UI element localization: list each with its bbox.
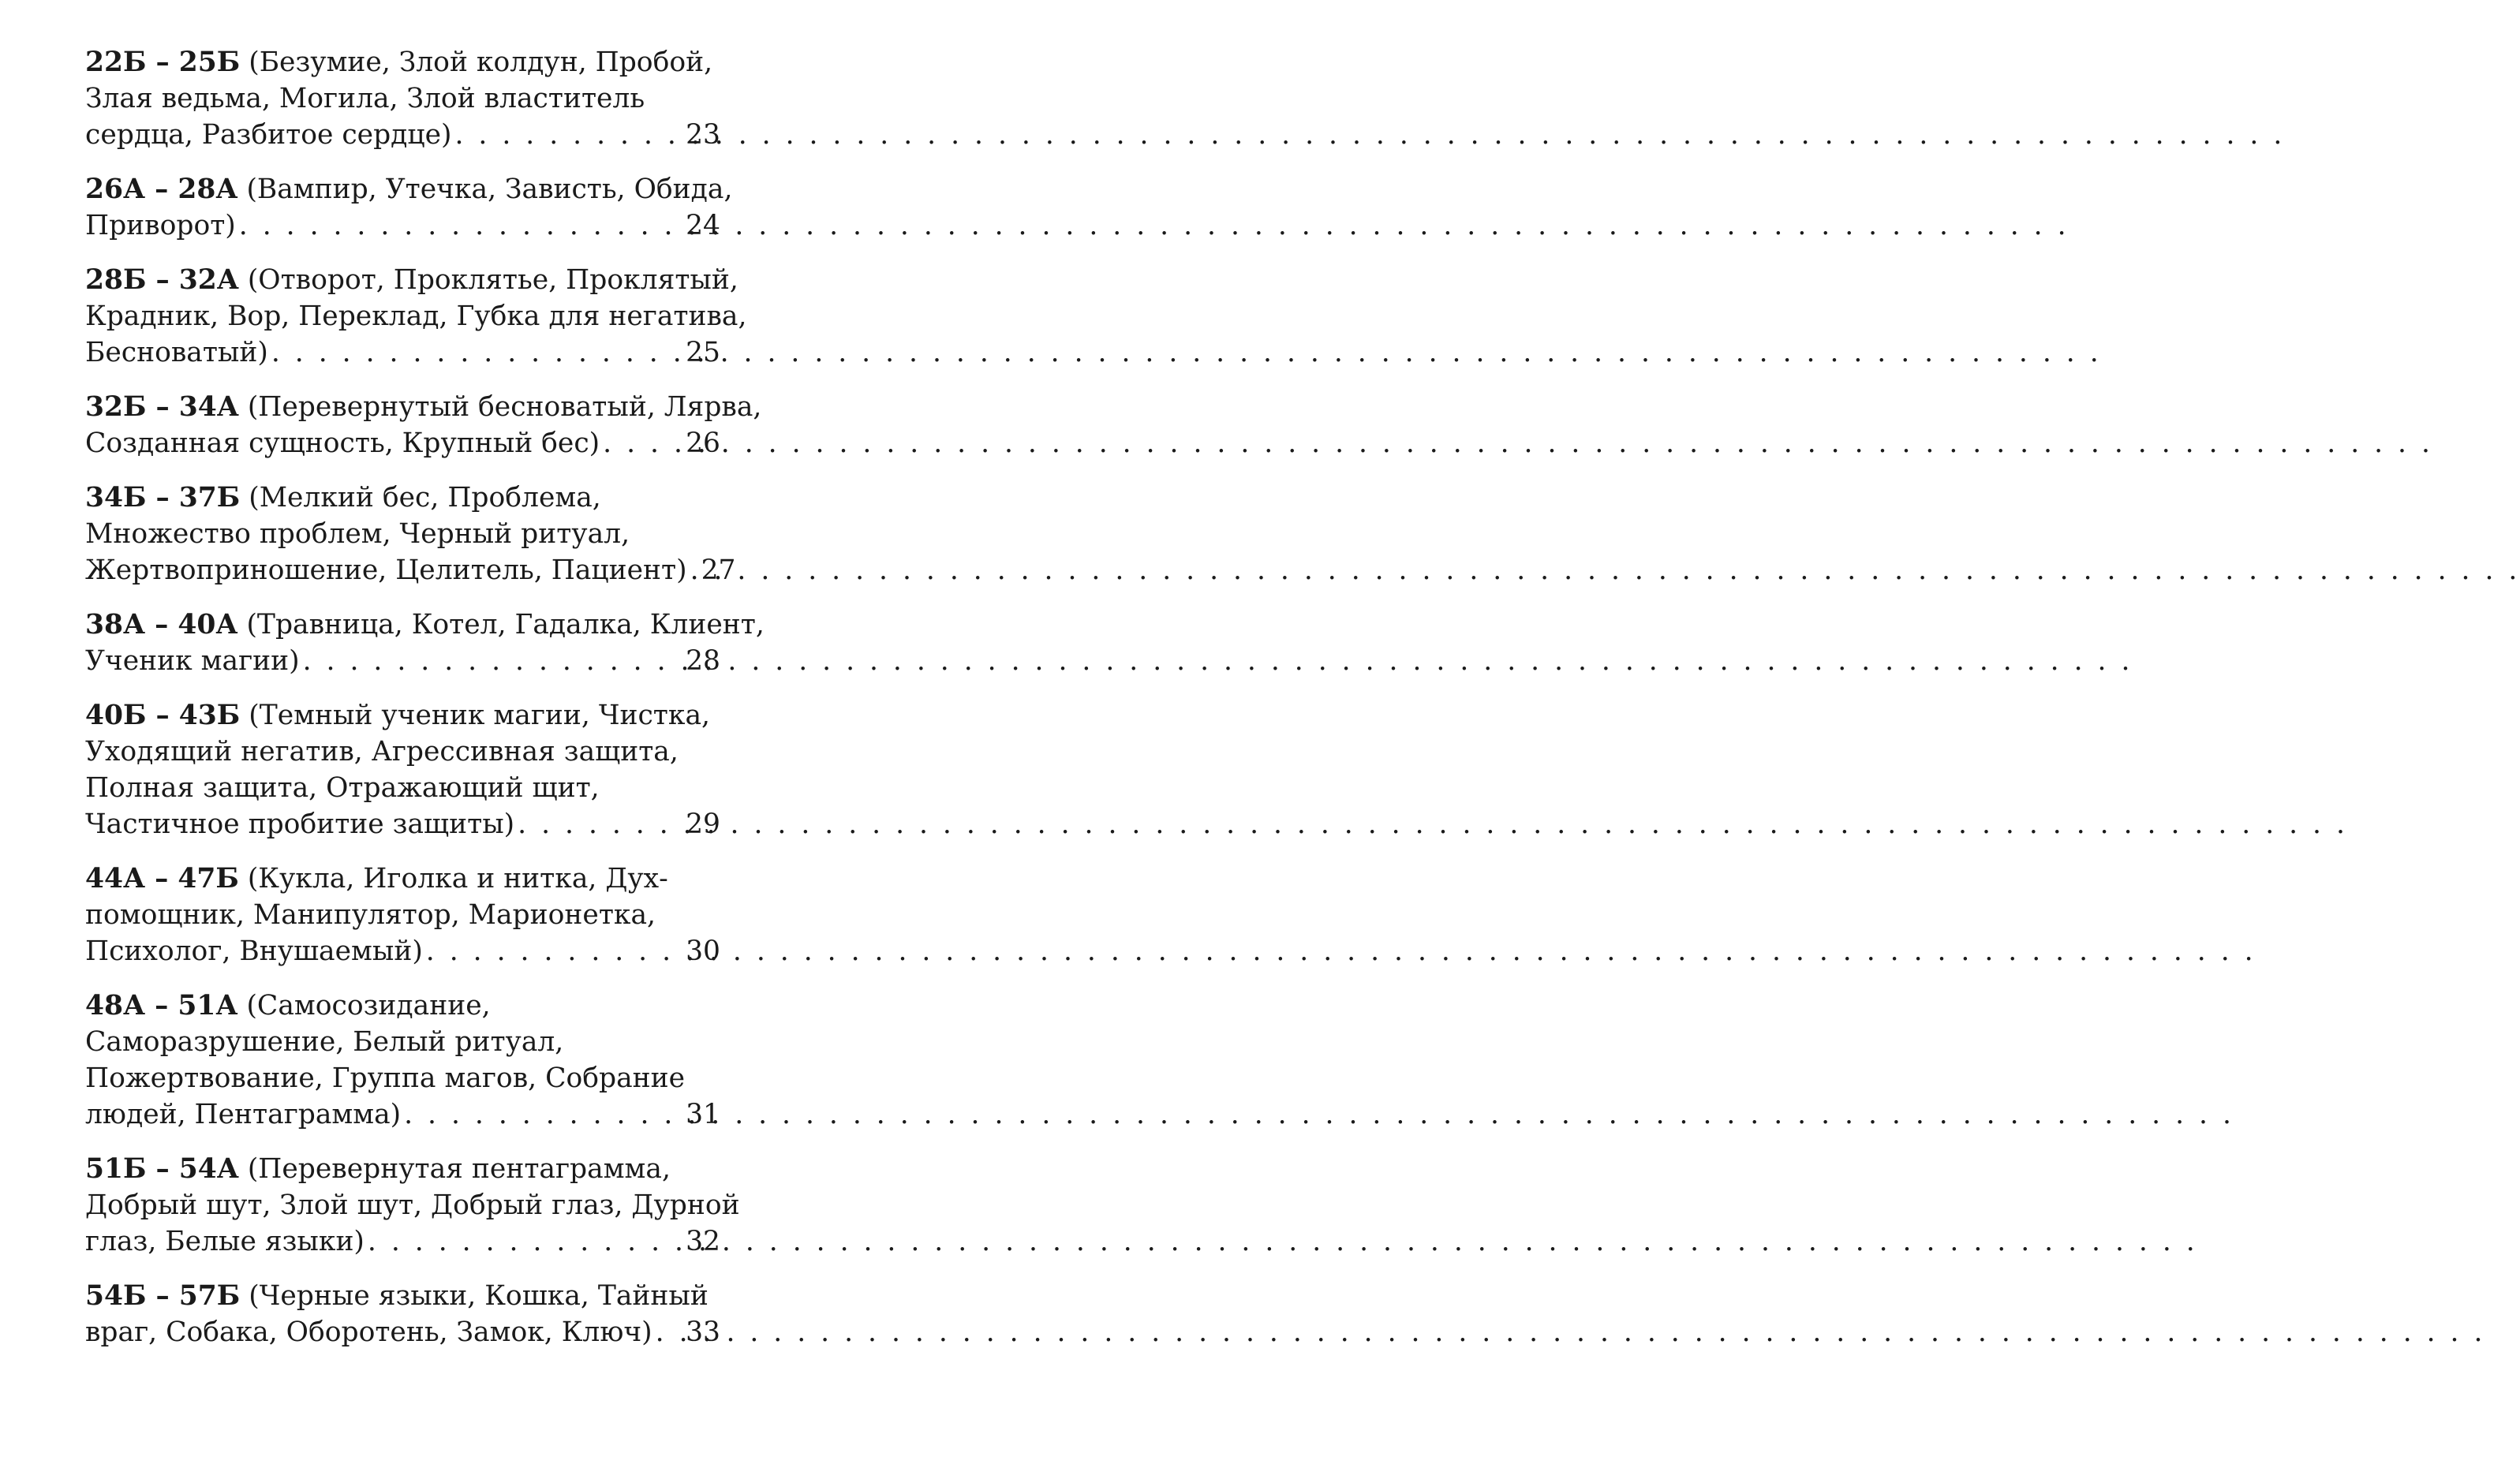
toc-entry[interactable]: [85, 697, 720, 842]
toc-entry-last-line: [85, 933, 720, 969]
card-range: 48А – 51А: [85, 990, 238, 1021]
toc-entry[interactable]: [85, 861, 720, 969]
toc-entry-line: [85, 770, 720, 806]
page-number: 25: [686, 337, 720, 368]
dot-leader: [365, 1223, 686, 1260]
toc-entry[interactable]: [85, 262, 747, 371]
card-range: 32Б – 34А: [85, 391, 239, 423]
card-range: 44А – 47Б: [85, 863, 239, 894]
entry-text: (Перевернутая пентаграмма,: [247, 1153, 671, 1185]
entry-text: глаз, Белые языки): [85, 1226, 365, 1257]
dot-leader: [687, 552, 701, 588]
toc-entry-last-line: [85, 425, 720, 461]
entry-text: (Самосозидание,: [246, 990, 491, 1021]
entry-text: Крадник, Вор, Переклад, Губка для негатива,: [85, 301, 747, 332]
entry-text: Созданная сущность, Крупный бес): [85, 428, 600, 459]
toc-entry[interactable]: [85, 988, 720, 1133]
entry-text: враг, Собака, Оборотень, Замок, Ключ): [85, 1316, 652, 1348]
entry-text: Множество проблем, Черный ритуал,: [85, 518, 630, 550]
card-range: 38А – 40А: [85, 609, 238, 640]
dot-leader: [452, 117, 686, 153]
entry-text: (Безумие, Злой колдун, Пробой,: [249, 47, 713, 78]
toc-entry-last-line: [85, 1096, 720, 1133]
toc-entry-line: [85, 1060, 720, 1096]
toc-entry-line: [85, 298, 747, 334]
card-range: 54Б – 57Б: [85, 1280, 241, 1312]
toc-entry[interactable]: [85, 480, 736, 588]
entry-text: (Темный ученик магии, Чистка,: [249, 700, 710, 731]
page-number: 26: [686, 428, 720, 459]
dot-leader: [268, 334, 686, 371]
toc-entry-last-line: [85, 117, 720, 153]
entry-text: помощник, Манипулятор, Марионетка,: [85, 899, 656, 931]
toc-entry[interactable]: [85, 607, 765, 679]
toc-entry-line: [85, 1278, 720, 1314]
toc-entry-line: [85, 171, 733, 207]
toc-entry-line: [85, 697, 720, 734]
toc-entry-line: [85, 1151, 720, 1187]
page-number: 29: [686, 809, 720, 840]
page-number: 27: [701, 555, 736, 586]
page-number: 24: [686, 210, 720, 241]
entry-text: (Отворот, Проклятье, Проклятый,: [247, 264, 738, 296]
card-range: 22Б – 25Б: [85, 47, 241, 78]
toc-entry[interactable]: [85, 1151, 740, 1260]
entry-text: Злая ведьма, Могила, Злой властитель: [85, 83, 645, 114]
card-range: 34Б – 37Б: [85, 482, 241, 514]
dot-leader: [401, 1096, 686, 1133]
entry-text: Уходящий негатив, Агрессивная защита,: [85, 736, 679, 767]
toc-entry-line: [85, 44, 720, 80]
toc-entry-line: [85, 897, 720, 933]
entry-text: людей, Пентаграмма): [85, 1099, 402, 1130]
entry-text: Добрый шут, Злой шут, Добрый глаз, Дурной: [85, 1190, 740, 1221]
toc-entry-last-line: [85, 552, 736, 588]
card-range: 40Б – 43Б: [85, 700, 241, 731]
toc-entry[interactable]: [85, 44, 720, 153]
dot-leader: [300, 643, 686, 679]
card-range: 28Б – 32А: [85, 264, 239, 296]
card-range: 51Б – 54А: [85, 1153, 239, 1185]
toc-entry-line: [85, 262, 738, 298]
dot-leader: [652, 1314, 686, 1350]
entry-text: (Травница, Котел, Гадалка, Клиент,: [246, 609, 765, 640]
entry-text: Жертвоприношение, Целитель, Пациент): [85, 555, 687, 586]
entry-text: (Кукла, Иголка и нитка, Дух-: [247, 863, 668, 894]
entry-text: (Перевернутый бесноватый, Лярва,: [247, 391, 762, 423]
toc-entry-line: [85, 861, 720, 897]
toc-entry-line: [85, 607, 765, 643]
toc-entry[interactable]: [85, 1278, 720, 1350]
entry-text: (Черные языки, Кошка, Тайный: [249, 1280, 709, 1312]
toc-entry-line: [85, 80, 720, 117]
entry-text: Полная защита, Отражающий щит,: [85, 772, 600, 804]
entry-text: Бесноватый): [85, 337, 268, 368]
page-number: 30: [686, 936, 720, 967]
page-number: 23: [686, 119, 720, 151]
toc-entry-last-line: [85, 643, 720, 679]
toc-entry-last-line: [85, 806, 720, 842]
entry-text: (Мелкий бес, Проблема,: [249, 482, 601, 514]
entry-text: сердца, Разбитое сердце): [85, 119, 452, 151]
page-number: 28: [686, 645, 720, 677]
entry-text: Частичное пробитие защиты): [85, 809, 515, 840]
toc-entry-line: [85, 516, 720, 552]
entry-text: Психолог, Внушаемый): [85, 936, 423, 967]
dot-leader: [236, 207, 686, 244]
toc-entry[interactable]: [85, 389, 762, 461]
table-of-contents: [85, 44, 765, 1369]
page-number: 32: [686, 1226, 720, 1257]
toc-entry-last-line: [85, 1314, 720, 1350]
card-range: 26А – 28А: [85, 174, 238, 205]
entry-text: Саморазрушение, Белый ритуал,: [85, 1026, 564, 1058]
dot-leader: [423, 933, 686, 969]
entry-text: Приворот): [85, 210, 236, 241]
toc-entry[interactable]: [85, 171, 733, 244]
toc-entry-line: [85, 389, 762, 425]
entry-text: (Вампир, Утечка, Зависть, Обида,: [246, 174, 733, 205]
toc-entry-line: [85, 734, 720, 770]
toc-entry-last-line: [85, 207, 720, 244]
page-number: 31: [686, 1099, 720, 1130]
toc-entry-last-line: [85, 1223, 720, 1260]
page-number: 33: [686, 1316, 720, 1348]
toc-entry-line: [85, 988, 720, 1024]
toc-entry-line: [85, 1187, 740, 1223]
entry-text: Пожертвование, Группа магов, Собрание: [85, 1063, 686, 1094]
toc-entry-last-line: [85, 334, 720, 371]
dot-leader: [514, 806, 686, 842]
dot-leader: [600, 425, 686, 461]
toc-entry-line: [85, 1024, 720, 1060]
entry-text: Ученик магии): [85, 645, 300, 677]
toc-entry-line: [85, 480, 720, 516]
